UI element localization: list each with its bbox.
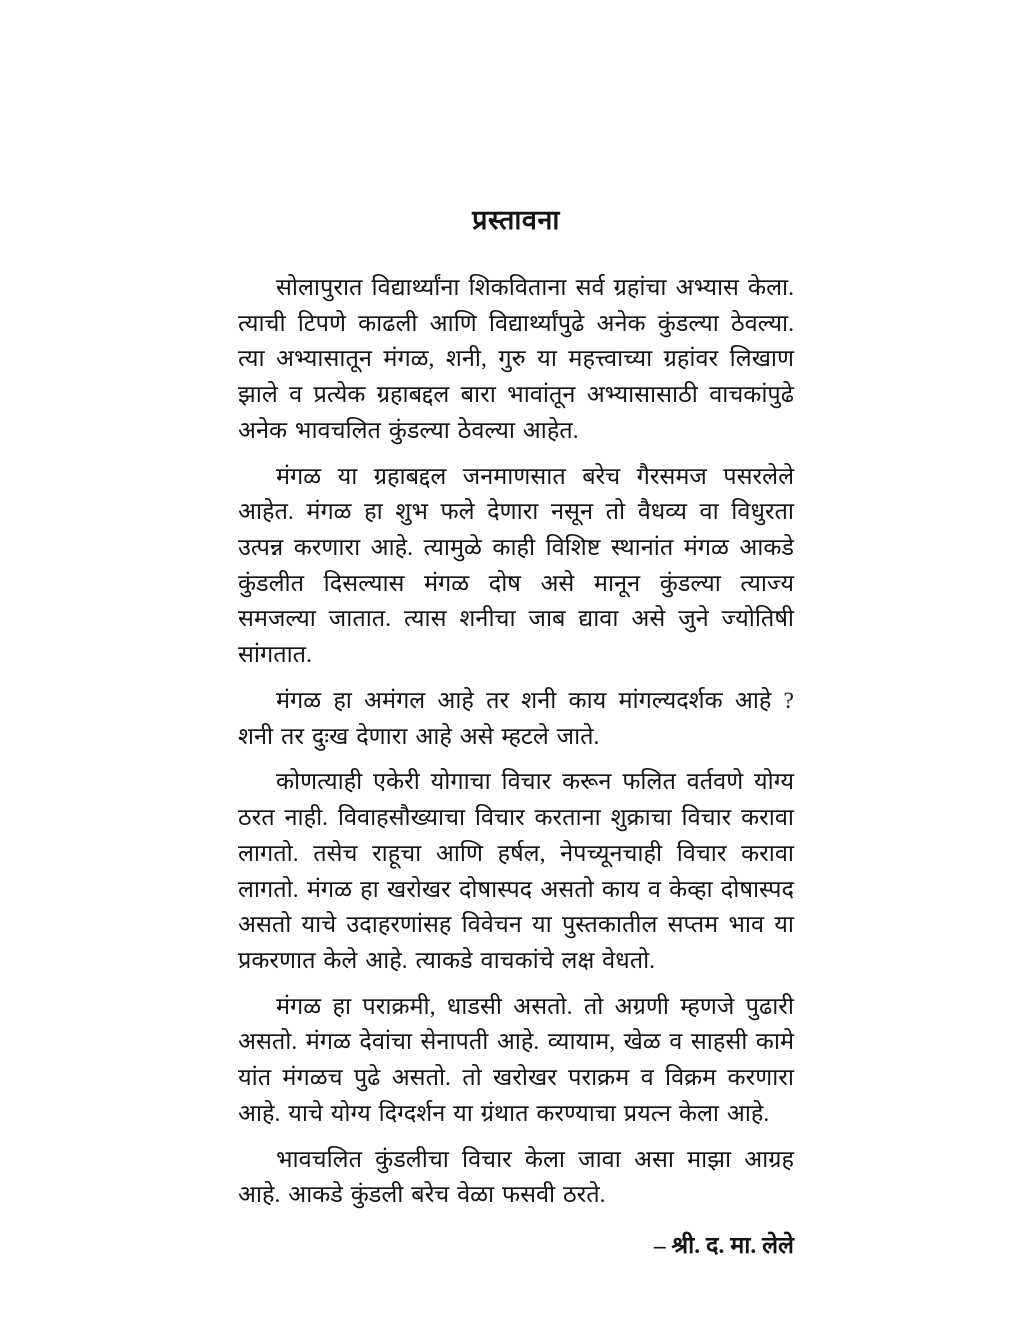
author-signature: – श्री. द. मा. लेले bbox=[653, 1232, 794, 1259]
paragraph-4: कोणत्याही एकेरी योगाचा विचार करून फलित वर्तवणे योग्य ठरत नाही. विवाहसौख्याचा विचार करताना शुक्राचा विचार करावा लागतो. तसेच राहूचा आणि हर्षल, नेपच्यूनचाही विचार करावा लागतो. मंगळ हा खरोखर दोषास्पद असतो काय व केव्हा दोषास्पद असतो याचे उदाहरणांसह विवेचन या पुस्तकातील सप्तम भाव या प्रकरणात केले आहे. त्याकडे वाचकांचे लक्ष वेधतो. bbox=[238, 769, 794, 974]
paragraph-5: मंगळ हा पराक्रमी, धाडसी असतो. तो अग्रणी म्हणजे पुढारी असतो. मंगळ देवांचा सेनापती आहे. व्यायाम, खेळ व साहसी कामे यांत मंगळच पुढे असतो. तो खरोखर पराक्रम व विक्रम करणारा आहे. याचे योग्य दिग्दर्शन या ग्रंथात करण्याचा प्रयत्न केला आहे. bbox=[238, 993, 794, 1127]
paragraph-2: मंगळ या ग्रहाबद्दल जनमाणसात बरेच गैरसमज पसरलेले आहेत. मंगळ हा शुभ फले देणारा नसून तो वैधव्य वा विधुरता उत्पन्न करणारा आहे. त्यामुळे काही विशिष्ट स्थानांत मंगळ आकडे कुंडलीत दिसल्यास मंगळ दोष असे मानून कुंडल्या त्याज्य समजल्या जातात. त्यास शनीचा जाब द्यावा असे जुने ज्योतिषी सांगतात. bbox=[238, 463, 794, 669]
text-block bbox=[238, 200, 794, 1260]
paragraph-6: भावचलित कुंडलीचा विचार केला जावा असा माझा आग्रह आहे. आकडे कुंडली बरेच वेळा फसवी ठरते. bbox=[238, 1146, 794, 1209]
paragraph-3: मंगळ हा अमंगल आहे तर शनी काय मांगल्यदर्शक आहे ? शनी तर दुःख देणारा आहे असे म्हटले जाते. bbox=[238, 687, 794, 750]
paragraph-1: सोलापुरात विद्यार्थ्यांना शिकविताना सर्व ग्रहांचा अभ्यास केला. त्याची टिपणे काढली आणि विद्यार्थ्यांपुढे अनेक कुंडल्या ठेवल्या. त्या अभ्यासातून मंगळ, शनी, गुरु या महत्त्वाच्या ग्रहांवर लिखाण झाले व प्रत्येक ग्रहाबद्दल बारा भावांतून अभ्यासासाठी वाचकांपुढे अनेक भावचलित कुंडल्या ठेवल्या आहेत. bbox=[238, 275, 794, 444]
page-title: प्रस्तावना bbox=[472, 205, 560, 235]
